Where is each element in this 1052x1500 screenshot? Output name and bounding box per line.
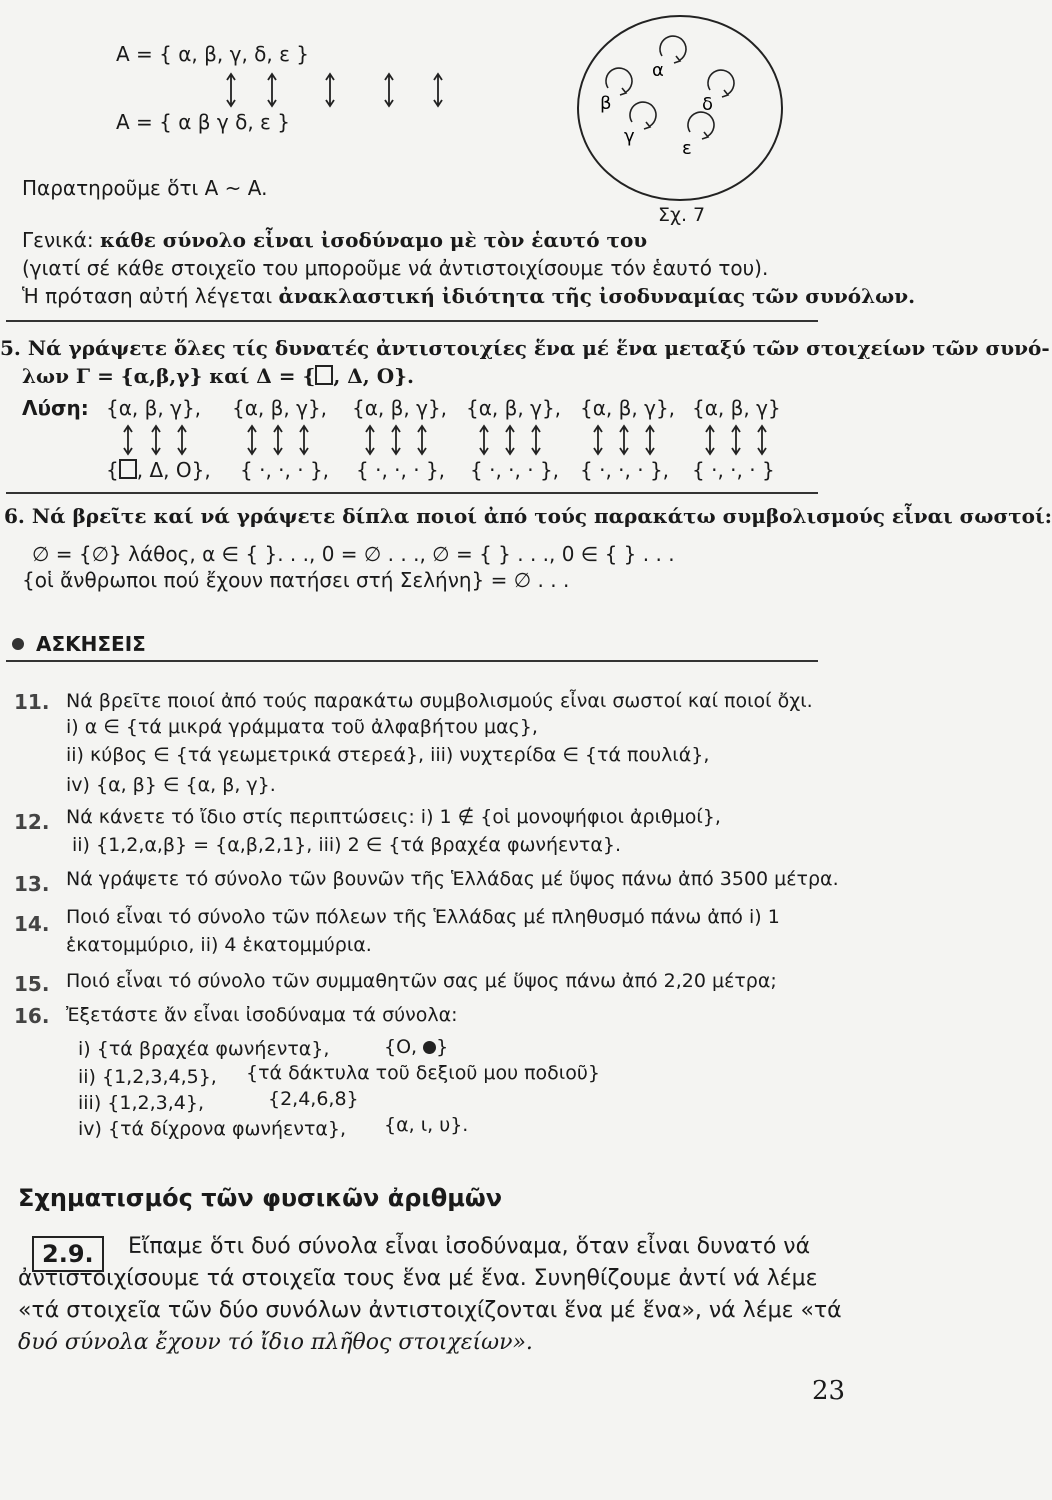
q16-row-left: iv) {τά δίχρονα φωνήεντα}, [78,1118,347,1140]
q6-line1: ∅ = {∅} λάθος, α ∈ { }. . ., 0 = ∅ . . ., ∅ = { } . . ., 0 ∈ { } . . . [32,542,675,566]
exercise-11-line: ii) κύβος ∈ {τά γεωμετρικά στερεά}, iii) νυχτερίδα ∈ {τά πουλιά}, [66,744,710,766]
double-arrow-icon [266,72,278,108]
q5-bottom-group-6: { ·, ·, · } [692,458,775,482]
q5-correspondence-arrows [118,424,818,456]
set-a-row1: A = { α, β, γ, δ, ε } [116,42,310,66]
q16-row-left: i) {τά βραχέα φωνήεντα}, [78,1038,330,1060]
exercises-heading: ΑΣΚΗΣΕΙΣ [36,632,146,656]
filled-circle-icon [423,1041,436,1054]
general-bold: κάθε σύνολο εἶναι ἰσοδύναμο μὲ τὸν ἑαυτό του [99,228,648,252]
q5-bottom-group-3: { ·, ·, · }, [356,458,446,482]
exercise-11-line: i) α ∈ {τά μικρά γράμματα τοῦ ἀλφαβήτου μας}, [66,716,538,738]
divider [6,660,818,662]
reflexive-bold: ἀνακλαστική ἰδιότητα τῆς ἰσοδυναμίας τῶν συνόλων. [278,284,916,308]
exercise-16-line: Ἐξετάστε ἄν εἶναι ἰσοδύναμα τά σύνολα: [66,1004,458,1026]
observe-text: Παρατηροῦμε ὅτι A ~ A. [22,176,268,200]
q16-row-left: iii) {1,2,3,4}, [78,1092,204,1114]
square-symbol-icon [315,365,333,385]
q5-text-line1: Νά γράψετε ὅλες τίς δυνατές ἀντιστοιχίες ἕνα μέ ἕνα μεταξύ τῶν στοιχείων τῶν συνό- [27,336,1050,360]
q6-number: 6. [4,504,25,528]
double-arrow-icon [432,72,444,108]
exercise-11-line: Νά βρεῖτε ποιοί ἀπό τούς παρακάτω συμβολισμούς εἶναι σωστοί καί ποιοί ὄχι. [66,690,813,712]
q5-bottom-group-1: { , Δ, O}, [106,458,211,482]
double-arrow-icon [324,72,336,108]
general-prefix: Γενικά: [22,228,94,252]
paragraph-line: ἀντιστοιχίσουμε τά στοιχεῖα τους ἕνα μέ ἕνα. Συνηθίζουμε ἀντί νά λέμε [18,1266,818,1291]
circle-letter-alpha: α [652,60,664,81]
q16-row-left: ii) {1,2,3,4,5}, [78,1066,217,1088]
q16-row-right: {O, } [384,1036,449,1058]
q16-row-right: {2,4,6,8} [268,1088,359,1110]
q5-top-group-5: {α, β, γ}, [580,396,676,420]
q5-line2 [22,364,414,388]
q5-bottom-group-5: { ·, ·, · }, [580,458,670,482]
q5-top-group-1: {α, β, γ}, [106,396,202,420]
q6-title: Νά βρεῖτε καί νά γράψετε δίπλα ποιοί ἀπό τούς παρακάτω συμβολισμούς εἶναι σωστοί: [31,504,1052,528]
exercise-16-number: 16. [14,1004,50,1028]
exercise-12-number: 12. [14,810,50,834]
circle-letter-gamma: γ [624,126,635,147]
double-arrow-icon [383,72,395,108]
bullet-icon [12,638,24,650]
exercise-15-number: 15. [14,972,50,996]
square-symbol-icon [119,459,137,479]
q5-text-line2-post: , Δ, O}. [333,364,414,388]
section-title: Σχηματισμός τῶν φυσικῶν ἀριθμῶν [18,1184,503,1212]
set-a-row2: A = { α β γ δ, ε } [116,110,290,134]
q5-number: 5. [0,336,21,360]
self-mapping-diagram [572,4,792,204]
q6-title-line [4,504,1052,528]
exercise-12-line: ii) {1,2,α,β} = {α,β,2,1}, iii) 2 ∈ {τά βραχέα φωνήεντα}. [72,834,622,856]
divider [6,492,818,494]
q5-bottom-group-2: { ·, ·, · }, [240,458,330,482]
exercise-12-line: Νά κάνετε τό ἴδιο στίς περιπτώσεις: i) 1 ∉ {οἱ μονοψήφιοι ἀριθμοί}, [66,806,721,828]
double-arrow-icon [225,72,237,108]
q5-solution-row [22,396,89,420]
general-reason: (γιατί σέ κάθε στοιχεῖο του μποροῦμε νά ἀντιστοιχίσουμε τόν ἑαυτό του). [22,256,769,280]
paragraph-line: δυό σύνολα ἔχουν τό ἴδιο πλῆθος στοιχείων». [18,1330,533,1355]
exercise-14-line: Ποιό εἶναι τό σύνολο τῶν πόλεων τῆς Ἑλλάδας μέ πληθυσμό πάνω ἀπό i) 1 [66,906,780,928]
exercise-13-line: Νά γράψετε τό σύνολο τῶν βουνῶν τῆς Ἑλλάδας μέ ὕψος πάνω ἀπό 3500 μέτρα. [66,868,839,890]
exercise-11-number: 11. [14,690,50,714]
circle-letter-beta: β [600,93,612,114]
exercise-14-number: 14. [14,912,50,936]
q16-row-right: {α, ι, υ}. [384,1114,469,1136]
general-line [22,228,647,252]
exercise-11-line: iv) {α, β} ∈ {α, β, γ}. [66,774,276,796]
q5-line1 [0,336,1050,360]
page-number: 23 [812,1376,846,1406]
q16-row-right: {τά δάκτυλα τοῦ δεξιοῦ μου ποδιοῦ} [246,1062,600,1084]
paragraph-line: Εἴπαμε ὅτι δυό σύνολα εἶναι ἰσοδύναμα, ὅταν εἶναι δυνατό νά [128,1234,811,1259]
circle-letter-delta: δ [702,94,714,115]
q5-top-group-4: {α, β, γ}, [466,396,562,420]
q5-top-group-6: {α, β, γ} [692,396,781,420]
paragraph-line: «τά στοιχεῖα τῶν δύο συνόλων ἀντιστοιχίζονται ἕνα μέ ἕνα», νά λέμε «τά [18,1298,842,1323]
q5-top-group-3: {α, β, γ}, [352,396,448,420]
figure-label: Σχ. 7 [658,204,706,226]
exercise-15-line: Ποιό εἶναι τό σύνολο τῶν συμμαθητῶν σας μέ ὕψος πάνω ἀπό 2,20 μέτρα; [66,970,777,992]
circle-letter-epsilon: ε [682,138,692,159]
q5-bottom-group-4: { ·, ·, · }, [470,458,560,482]
exercise-14-line: ἑκατομμύριο, ii) 4 ἑκατομμύρια. [66,934,372,956]
q5-top-group-2: {α, β, γ}, [232,396,328,420]
q6-line2: {οἱ ἄνθρωποι πού ἔχουν πατήσει στή Σελήνη} = ∅ . . . [22,568,570,592]
divider [6,320,818,322]
reflexive-line [22,284,915,308]
q5-text-line2-pre: λων Γ = {α,β,γ} καί Δ = { [22,364,316,388]
exercise-13-number: 13. [14,872,50,896]
section-number-box: 2.9. [32,1236,104,1272]
reflexive-prefix: Ἡ πρόταση αὐτή λέγεται [22,284,273,308]
q5-bottom-first-post: , Δ, O}, [136,458,211,482]
solution-label: Λύση: [22,396,89,420]
